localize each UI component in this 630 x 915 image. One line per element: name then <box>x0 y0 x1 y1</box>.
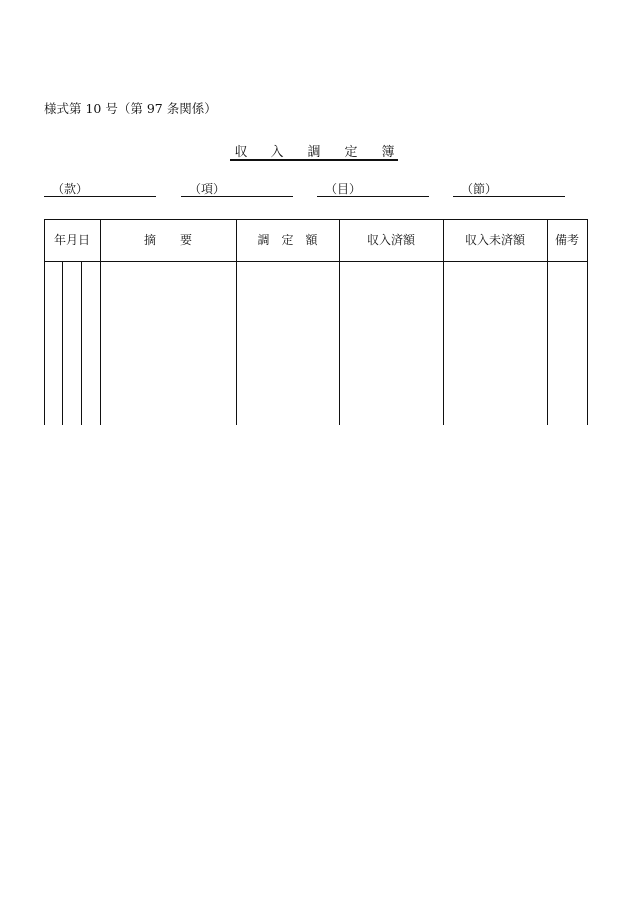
category-kou-field <box>181 181 293 197</box>
table-right-border <box>587 219 588 425</box>
title-char: 定 <box>344 145 358 160</box>
category-kan-field <box>44 181 156 197</box>
ledger-table <box>44 219 588 425</box>
category-moku-label: （目） <box>325 182 362 196</box>
title-char: 簿 <box>381 145 395 160</box>
title-char: 収 <box>234 145 248 160</box>
category-kan-label: （款） <box>52 182 89 196</box>
category-moku-field <box>317 181 429 197</box>
table-header-divider <box>44 261 588 262</box>
title-char: 入 <box>270 145 284 160</box>
header-received-amount: 収入済額 <box>366 233 415 247</box>
header-remarks: 備考 <box>554 233 579 247</box>
header-summary: 摘 要 <box>143 233 192 247</box>
header-assessed-amount: 調 定 額 <box>257 233 318 247</box>
date-year-month-divider <box>62 261 63 425</box>
ledger-title <box>230 141 398 161</box>
header-unreceived-amount: 収入未済額 <box>464 233 525 247</box>
category-kou-label: （項） <box>189 182 226 196</box>
form-number: 様式第 10 号（第 97 条関係） <box>44 101 217 116</box>
title-char: 調 <box>307 145 321 160</box>
date-month-day-divider <box>81 261 82 425</box>
header-date: 年月日 <box>53 233 90 247</box>
category-setsu-field <box>453 181 565 197</box>
category-setsu-label: （節） <box>461 182 498 196</box>
